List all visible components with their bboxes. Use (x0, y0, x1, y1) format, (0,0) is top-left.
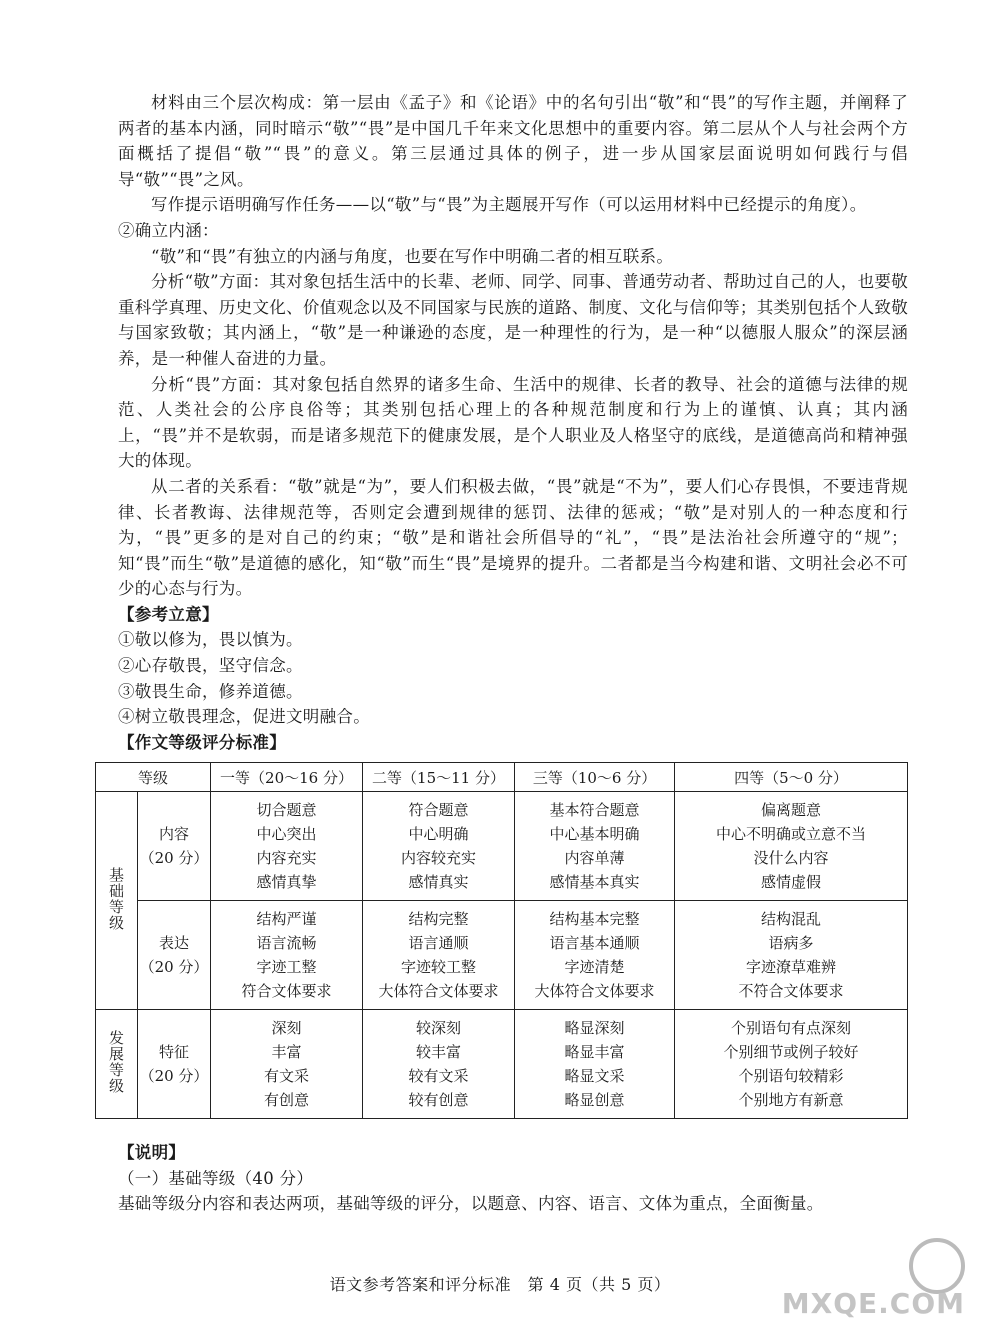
notes-text: 基础等级分内容和表达两项，基础等级的评分，以题意、内容、语言、文体为重点，全面衡量。 (118, 1194, 824, 1214)
header-third-class: 三等（10～6 分） (515, 763, 675, 792)
table-cell: 符合题意 中心明确 内容较充实 感情真实 (363, 792, 515, 901)
reference-item: ③敬畏生命，修养道德。 (118, 681, 303, 701)
row-label-content: 内容 （20 分） (138, 792, 211, 901)
table-cell: 略显深刻 略显丰富 略显文采 略显创意 (515, 1010, 675, 1119)
table-cell: 个别语句有点深刻 个别细节或例子较好 个别语句较精彩 个别地方有新意 (675, 1010, 908, 1119)
table-cell: 基本符合题意 中心基本明确 内容单薄 感情基本真实 (515, 792, 675, 901)
reference-heading: 【参考立意】 (118, 604, 219, 624)
table-cell: 深刻 丰富 有文采 有创意 (211, 1010, 363, 1119)
row-label-features: 特征 （20 分） (138, 1010, 211, 1119)
paragraph-independent-meaning: “敬”和“畏”有独立的内涵与角度，也要在写作中明确二者的相互联系。 (151, 246, 674, 266)
grading-table (95, 762, 908, 1119)
watermark-domain: MXQE.COM (781, 1287, 965, 1320)
reference-item: ②心存敬畏，坚守信念。 (118, 656, 303, 676)
table-cell: 切合题意 中心突出 内容充实 感情真挚 (211, 792, 363, 901)
notes-section (118, 1140, 908, 1217)
notes-heading: 【说明】 (118, 1143, 186, 1162)
paragraph-relationship: 从二者的关系看：“敬”就是“为”，要人们积极去做，“畏”就是“不为”，要人们心存畏惧，不要违背规律、长者教诲、法律规范等，否则定会遭到规律的惩罚、法律的惩戒；“敬”是对别人的一种态度和行为，“畏”更多的是对自己的约束；“敬”是和谐社会所倡导的“礼”，“畏”是法治社会所遵守的“规”；知“畏”而生“敬”是道德的感化，知“敬”而生“畏”是境界的提升。二者都是当今构建和谐、文明社会必不可少的心态与行为。 (118, 476, 908, 599)
paragraph-material-structure: 材料由三个层次构成：第一层由《孟子》和《论语》中的名句引出“敬”和“畏”的写作主题，并阐释了两者的基本内涵，同时暗示“敬”“畏”是中国几千年来文化思想中的重要内容。第二层从个人与社会两个方面概括了提倡“敬”“畏”的意义。第三层通过具体的例子，进一步从国家层面说明如何践行与倡导“敬”“畏”之风。 (118, 93, 908, 189)
analysis-section (118, 90, 908, 755)
header-grade: 等级 (96, 763, 211, 792)
header-fourth-class: 四等（5～0 分） (675, 763, 908, 792)
row-label-expression: 表达 （20 分） (138, 901, 211, 1010)
group-basic-level: 基础等级 (96, 792, 138, 1010)
paragraph-writing-prompt: 写作提示语明确写作任务——以“敬”与“畏”为主题展开写作（可以运用材料中已经提示的角度）。 (151, 195, 867, 215)
paragraph-analysis-wei: 分析“畏”方面：其对象包括自然界的诸多生命、生活中的规律、长者的教导、社会的道德与法律的规范、人类社会的公序良俗等；其类别包括心理上的各种规范制度和行为上的谨慎、认真；其内涵上，“畏”并不是软弱，而是诸多规范下的健康发展，是个人职业及人格坚守的底线，是道德高尚和精神强大的体现。 (118, 374, 908, 471)
table-row (96, 901, 908, 1010)
table-cell: 偏离题意 中心不明确或立意不当 没什么内容 感情虚假 (675, 792, 908, 901)
seal-icon (909, 1238, 965, 1294)
header-second-class: 二等（15～11 分） (363, 763, 515, 792)
table-cell: 结构完整 语言通顺 字迹较工整 大体符合文体要求 (363, 901, 515, 1010)
table-row (96, 792, 908, 901)
table-header-row (96, 763, 908, 792)
page-footer: 语文参考答案和评分标准 第 4 页（共 5 页） (329, 1275, 671, 1294)
watermark-logo-icon (781, 1238, 965, 1320)
paragraph-establish-meaning: ②确立内涵： (118, 220, 219, 240)
group-development-level: 发展等级 (96, 1010, 138, 1119)
reference-item: ④树立敬畏理念，促进文明融合。 (118, 707, 370, 727)
header-first-class: 一等（20～16 分） (211, 763, 363, 792)
table-cell: 结构严谨 语言流畅 字迹工整 符合文体要求 (211, 901, 363, 1010)
table-cell: 结构基本完整 语言基本通顺 字迹清楚 大体符合文体要求 (515, 901, 675, 1010)
reference-item: ①敬以修为，畏以慎为。 (118, 630, 303, 650)
paragraph-analysis-jing: 分析“敬”方面：其对象包括生活中的长辈、老师、同学、同事、普通劳动者、帮助过自己的人，也要敬重科学真理、历史文化、价值观念以及不同国家与民族的道路、制度、文化与信仰等；其类别包括个人致敬与国家致敬；其内涵上，“敬”是一种谦逊的态度，是一种理性的行为，是一种“以德服人服众”的深层涵养，是一种催人奋进的力量。 (118, 272, 908, 368)
notes-sub-heading: （一）基础等级（40 分） (118, 1168, 314, 1188)
table-cell: 较深刻 较丰富 较有文采 较有创意 (363, 1010, 515, 1119)
grading-heading: 【作文等级评分标准】 (118, 732, 286, 752)
table-cell: 结构混乱 语病多 字迹潦草难辨 不符合文体要求 (675, 901, 908, 1010)
table-row (96, 1010, 908, 1119)
